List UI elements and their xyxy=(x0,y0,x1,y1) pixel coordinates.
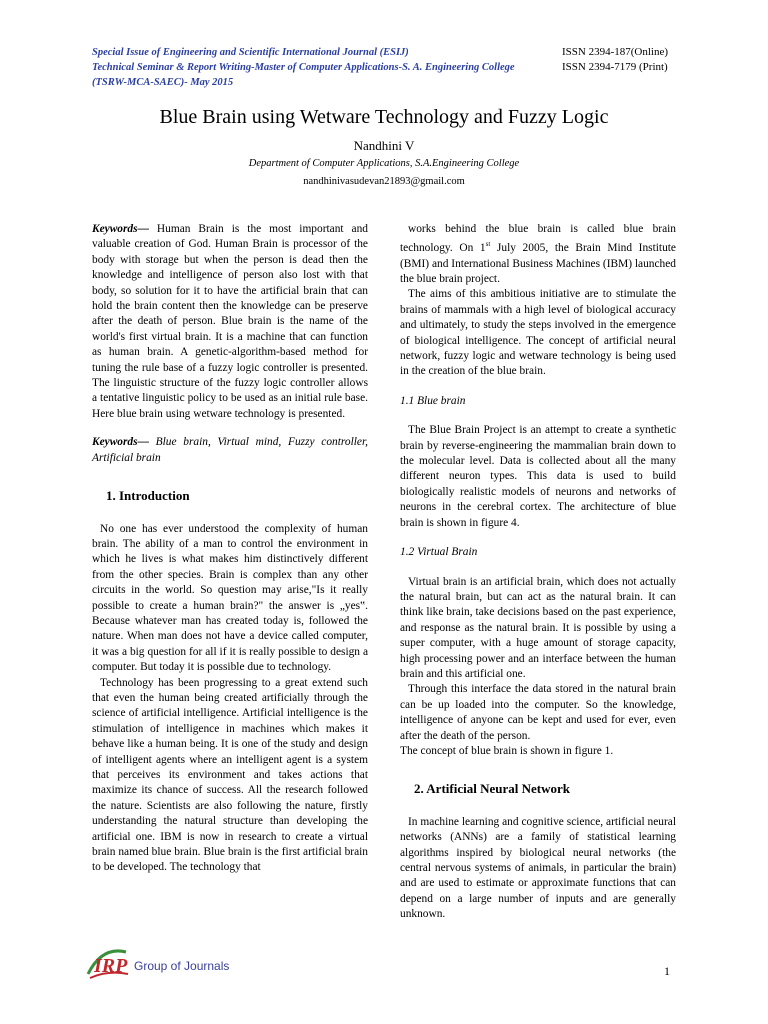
keywords-label: Keywords— xyxy=(92,436,149,449)
paper-title: Blue Brain using Wetware Technology and Fuzzy Logic xyxy=(159,106,609,128)
logo-text: Group of Journals xyxy=(134,959,230,973)
keywords-text: Blue brain, Virtual mind, Fuzzy controller, Artificial brain xyxy=(92,436,368,464)
subsection-heading-blue-brain: 1.1 Blue brain xyxy=(400,394,466,407)
section-heading-introduction: 1. Introduction xyxy=(106,488,190,504)
journal-line-1: Special Issue of Engineering and Scientific International Journal (ESIJ) xyxy=(92,47,409,58)
issn-online: ISSN 2394-187(Online) xyxy=(562,46,669,58)
author-email: nandhinivasudevan21893@gmail.com xyxy=(303,176,465,187)
virtual-brain-paragraph-1: Virtual brain is an artificial brain, which does not actually the natural brain, but can act as the natural brain. It can think like brain, take decisions based on the past experience, and response as the natural brain. It is possible by using a super computer, with a huge amount of storage capacity, high processing power and an interface between the human brain and this artificial one. xyxy=(400,575,676,680)
virtual-brain-paragraph-3: The concept of blue brain is shown in figure 1. xyxy=(400,744,614,757)
issn-block xyxy=(562,45,682,75)
journal-line-2: Technical Seminar & Report Writing-Master of Computer Applications-S. A. Engineering College xyxy=(92,62,515,73)
publisher-logo xyxy=(82,940,232,984)
ann-paragraph: In machine learning and cognitive science, artificial neural networks (ANNs) are a family of statistical learning algorithms inspired by biological neural networks (the central nervous systems of animals, in particular the brain) and are used to estimate or approximate functions that can depend on a large number of inputs and are generally unknown. xyxy=(400,815,676,921)
issn-print: ISSN 2394-7179 (Print) xyxy=(562,61,668,73)
author-affiliation: Department of Computer Applications, S.A.Engineering College xyxy=(248,158,520,169)
left-column xyxy=(92,222,368,876)
abstract-text: Human Brain is the most important and valuable creation of God. Human Brain is processor of the body with storage but when the person is dead then the knowledge and intelligence of person also lost with that body, so solution for it to have the artificial brain that can hold the brain content then the knowledge can be preserve after the death of person. Blue brain is the name of the world's first virtual brain. It is a machine that can function as human brain. A genetic-algorithm-based method for tuning the rule base of a fuzzy logic controller is presented. The linguistic structure of the fuzzy logic controller allows a tentative linguistic policy to be used as an initial rule base. Here blue brain using wetware technology is presented. xyxy=(92,223,368,420)
section-heading-ann: 2. Artificial Neural Network xyxy=(414,781,570,797)
ordinal-suffix: st xyxy=(485,240,491,249)
abstract-paragraph xyxy=(92,222,368,422)
journal-line-3: (TSRW-MCA-SAEC)- May 2015 xyxy=(92,77,234,88)
author-name: Nandhini V xyxy=(353,138,415,153)
logo-mark-icon xyxy=(82,940,232,984)
blue-brain-paragraph: The Blue Brain Project is an attempt to create a synthetic brain by reverse-engineering the mammalian brain down to the molecular level. Data is collected about all the many different neuron types. This data is used to build biologically realistic models of neurons and networks of neurons in the cerebral cortex. The architecture of blue brain is shown in figure 4. xyxy=(400,424,676,529)
subsection-heading-virtual-brain: 1.2 Virtual Brain xyxy=(400,546,478,559)
intro-paragraph-2: Technology has been progressing to a great extend such that even the human being created artificially through the science of artificial intelligence. Artificial intelligence is the stimulation of intelligence in machines which makes it behave like a human being. It is one of the study and design of intelligent agents where an intelligent agent is a system that perceives its environment and takes actions that maximize its chance of success. All the research followed the nature. Scientists are also following the nature, firstly understanding the natural structure than developing the artificial one. IBM is now in research to create a virtual brain named blue brain. Blue brain is the first artificial brain to be developed. The technology that xyxy=(92,676,368,874)
aims-paragraph: The aims of this ambitious initiative are to stimulate the brains of mammals with a high level of biological accuracy and ultimately, to study the steps involved in the emergence of biological intelligence. The concept of artificial neural network, fuzzy logic and wetware technology is being used in the creation of the blue brain. xyxy=(400,288,676,378)
virtual-brain-paragraph-2: Through this interface the data stored in the natural brain can be up loaded into the computer. So the knowledge, intelligence of anyone can be kept and used for ever, even after the death of the person. xyxy=(400,683,676,742)
journal-header xyxy=(92,45,682,93)
logo-mark-text: IRP xyxy=(94,955,128,977)
continued-text-a: works behind the blue brain is called blue brain technology. On 1 xyxy=(400,223,676,255)
continued-text-b: July 2005, the Brain Mind Institute (BMI) and International Business Machines (IBM) launched the blue brain project. xyxy=(400,242,676,286)
page-number: 1 xyxy=(664,964,670,978)
continued-paragraph xyxy=(400,222,676,287)
abstract-label: Keywords— xyxy=(92,223,149,235)
keywords-paragraph xyxy=(92,435,368,466)
journal-title-block xyxy=(92,45,562,90)
right-column xyxy=(400,222,676,923)
intro-paragraph-1: No one has ever understood the complexity of human brain. The ability of a man to control the environment in which he lives is what makes him distinctively different from the other species. Brain is complex than any other circuits in the world. So question may arise,"Is it really possible to create a human brain?" the answer is „yes‟. Because whatever man has created today is, followed the nature. When man does not have a device called computer, it was a big question for all if it is really possible to design a computer. But today it is possible due to technology. xyxy=(92,522,368,674)
